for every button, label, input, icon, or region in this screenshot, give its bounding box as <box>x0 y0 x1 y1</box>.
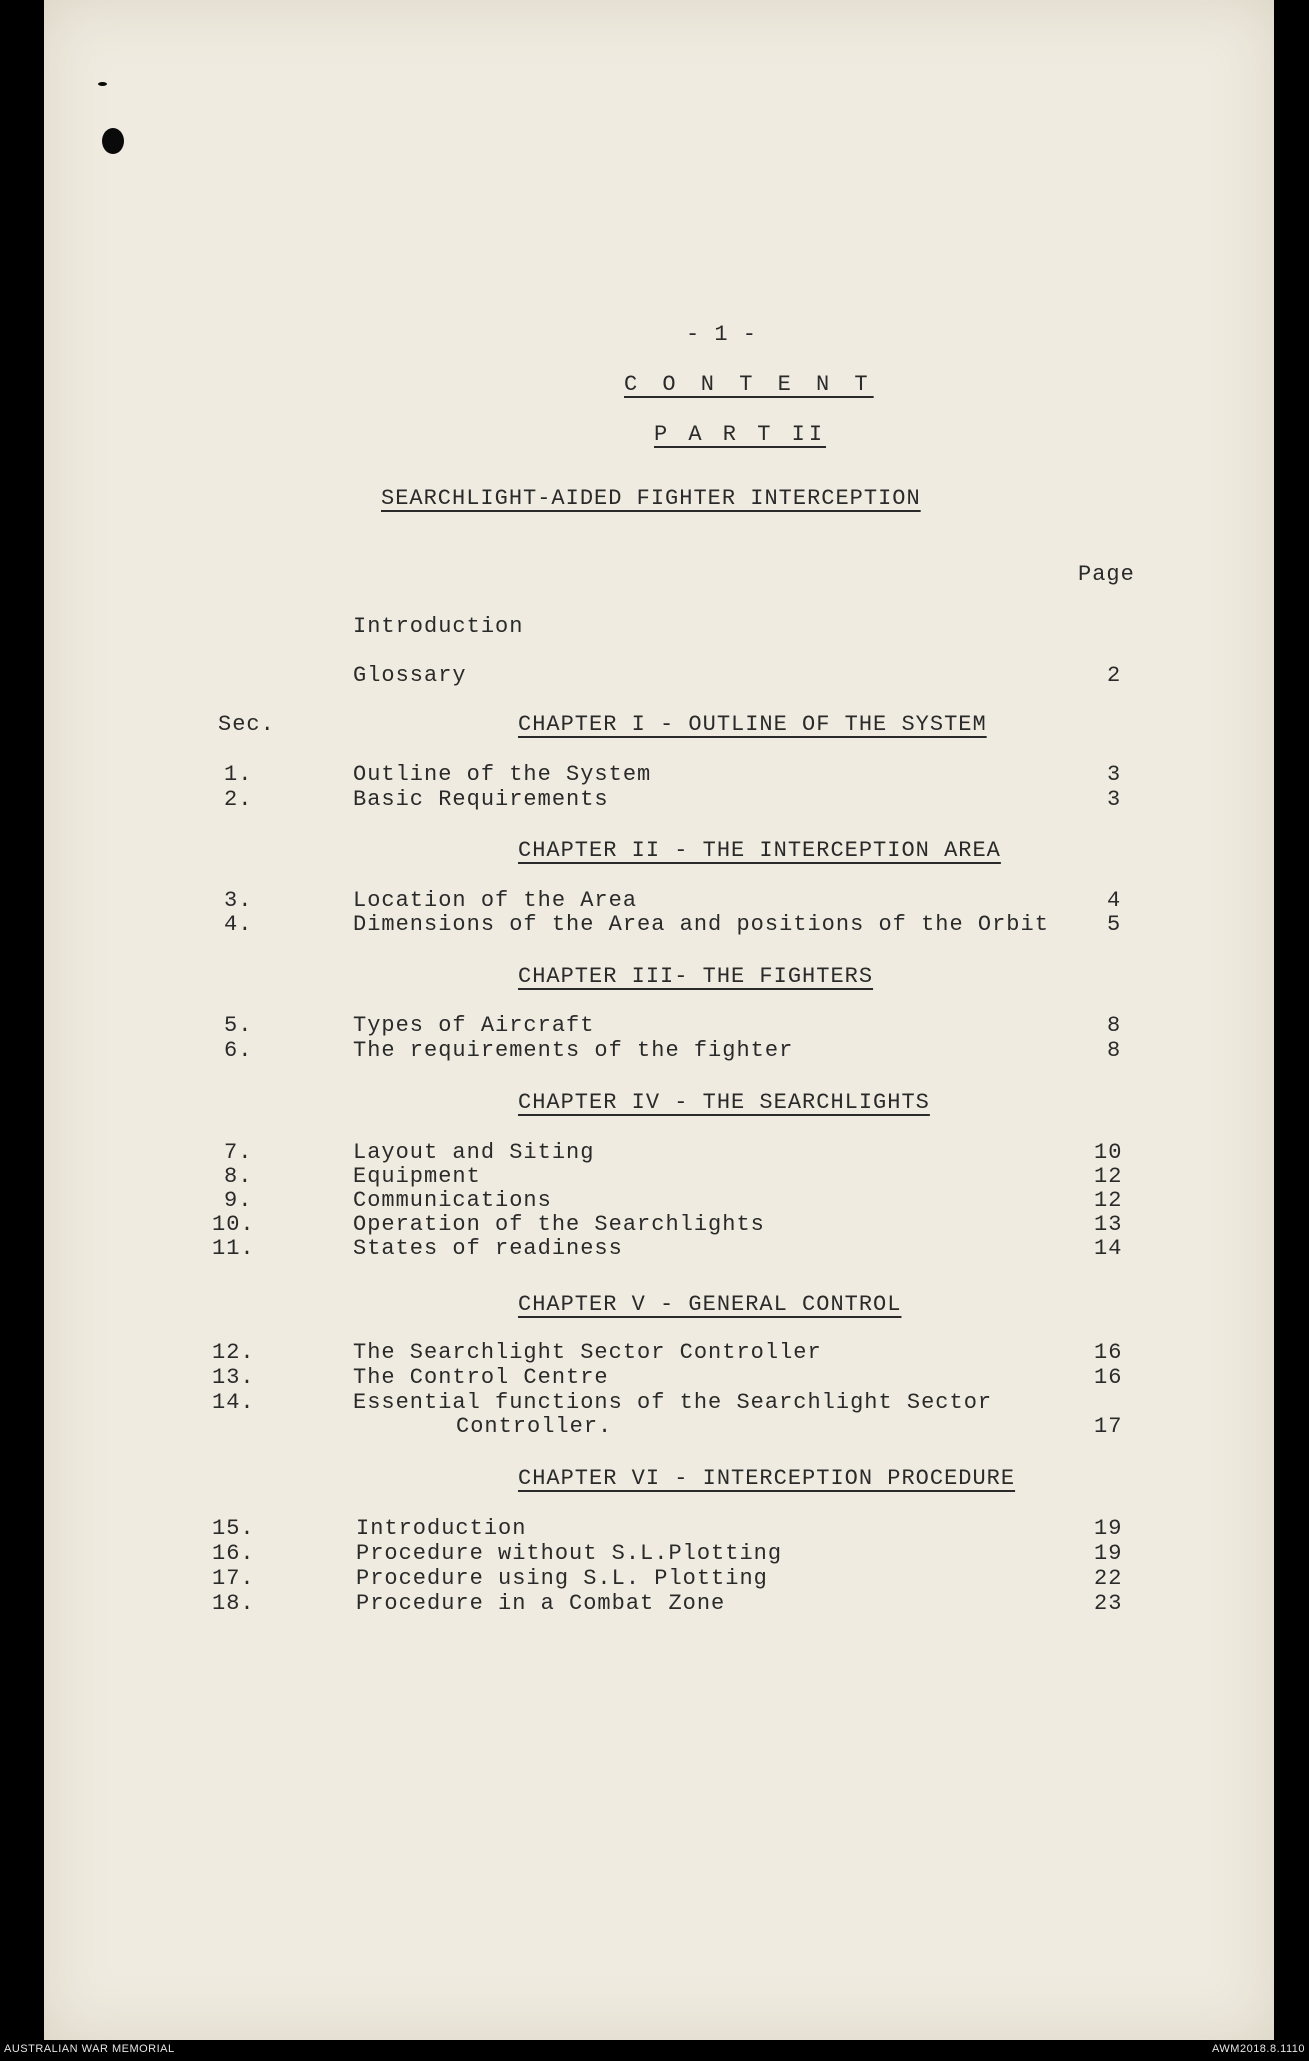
section-page: 12 <box>1094 1188 1123 1213</box>
footer-credit: AUSTRALIAN WAR MEMORIAL <box>4 2043 175 2055</box>
section-number: 17. <box>212 1566 255 1591</box>
section-page: 22 <box>1094 1566 1123 1591</box>
chapter-heading: CHAPTER III- THE FIGHTERS <box>518 964 874 989</box>
section-label: Dimensions of the Area and positions of the Orbit <box>353 912 1049 937</box>
section-page: 3 <box>1107 787 1122 812</box>
section-page: 16 <box>1094 1340 1123 1365</box>
section-label: Location of the Area <box>353 888 638 913</box>
document-page <box>44 0 1274 2040</box>
chapter-heading: CHAPTER V - GENERAL CONTROL <box>518 1292 902 1317</box>
section-label: Communications <box>353 1188 552 1213</box>
section-label: Essential functions of the Searchlight Sector <box>353 1390 993 1415</box>
section-label: Layout and Siting <box>353 1140 595 1165</box>
document-title: SEARCHLIGHT-AIDED FIGHTER INTERCEPTION <box>381 486 921 511</box>
section-label: Procedure using S.L. Plotting <box>356 1566 768 1591</box>
section-number: 7. <box>224 1140 253 1165</box>
chapter-heading: CHAPTER VI - INTERCEPTION PROCEDURE <box>518 1466 1016 1491</box>
section-page: 8 <box>1107 1038 1122 1063</box>
section-page: 3 <box>1107 762 1122 787</box>
section-number: 5. <box>224 1013 253 1038</box>
section-label: Introduction <box>356 1516 527 1541</box>
section-page: 14 <box>1094 1236 1123 1261</box>
section-label: Basic Requirements <box>353 787 609 812</box>
section-label: Outline of the System <box>353 762 652 787</box>
section-number: 12. <box>212 1340 255 1365</box>
section-column-label: Sec. <box>218 712 275 737</box>
section-number: 2. <box>224 787 253 812</box>
section-label: Equipment <box>353 1164 481 1189</box>
section-page: 19 <box>1094 1541 1123 1566</box>
page-number: - 1 - <box>686 322 758 347</box>
section-label: Operation of the Searchlights <box>353 1212 765 1237</box>
part-heading: P A R T II <box>654 422 827 447</box>
section-number: 13. <box>212 1365 255 1390</box>
section-number: 14. <box>212 1390 255 1415</box>
footer-reference: AWM2018.8.1110 <box>1211 2043 1305 2055</box>
section-number: 11. <box>212 1236 255 1261</box>
punch-mark <box>98 82 107 86</box>
section-page: 13 <box>1094 1212 1123 1237</box>
section-page: 19 <box>1094 1516 1123 1541</box>
toc-label: Glossary <box>353 663 467 688</box>
section-label: Types of Aircraft <box>353 1013 595 1038</box>
section-number: 9. <box>224 1188 253 1213</box>
section-page: 17 <box>1094 1414 1123 1439</box>
section-label: Controller. <box>456 1414 613 1439</box>
section-page: 8 <box>1107 1013 1122 1038</box>
section-label: The requirements of the fighter <box>353 1038 794 1063</box>
section-number: 18. <box>212 1591 255 1616</box>
section-page: 5 <box>1107 912 1122 937</box>
page-column-label: Page <box>1078 562 1135 587</box>
section-label: Procedure in a Combat Zone <box>356 1591 726 1616</box>
section-number: 15. <box>212 1516 255 1541</box>
section-page: 16 <box>1094 1365 1123 1390</box>
section-page: 12 <box>1094 1164 1123 1189</box>
section-page: 4 <box>1107 888 1122 913</box>
section-number: 6. <box>224 1038 253 1063</box>
section-label: The Searchlight Sector Controller <box>353 1340 822 1365</box>
section-label: Procedure without S.L.Plotting <box>356 1541 783 1566</box>
section-number: 16. <box>212 1541 255 1566</box>
toc-label: Introduction <box>353 614 524 639</box>
section-number: 3. <box>224 888 253 913</box>
section-label: States of readiness <box>353 1236 623 1261</box>
punch-hole <box>102 128 124 154</box>
toc-page: 2 <box>1107 663 1122 688</box>
chapter-heading: CHAPTER IV - THE SEARCHLIGHTS <box>518 1090 930 1115</box>
section-page: 10 <box>1094 1140 1123 1165</box>
contents-heading: C O N T E N T <box>624 372 874 397</box>
section-number: 10. <box>212 1212 255 1237</box>
section-label: The Control Centre <box>353 1365 609 1390</box>
chapter-heading: CHAPTER I - OUTLINE OF THE SYSTEM <box>518 712 987 737</box>
section-number: 8. <box>224 1164 253 1189</box>
section-number: 4. <box>224 912 253 937</box>
section-page: 23 <box>1094 1591 1123 1616</box>
section-number: 1. <box>224 762 253 787</box>
chapter-heading: CHAPTER II - THE INTERCEPTION AREA <box>518 838 1001 863</box>
